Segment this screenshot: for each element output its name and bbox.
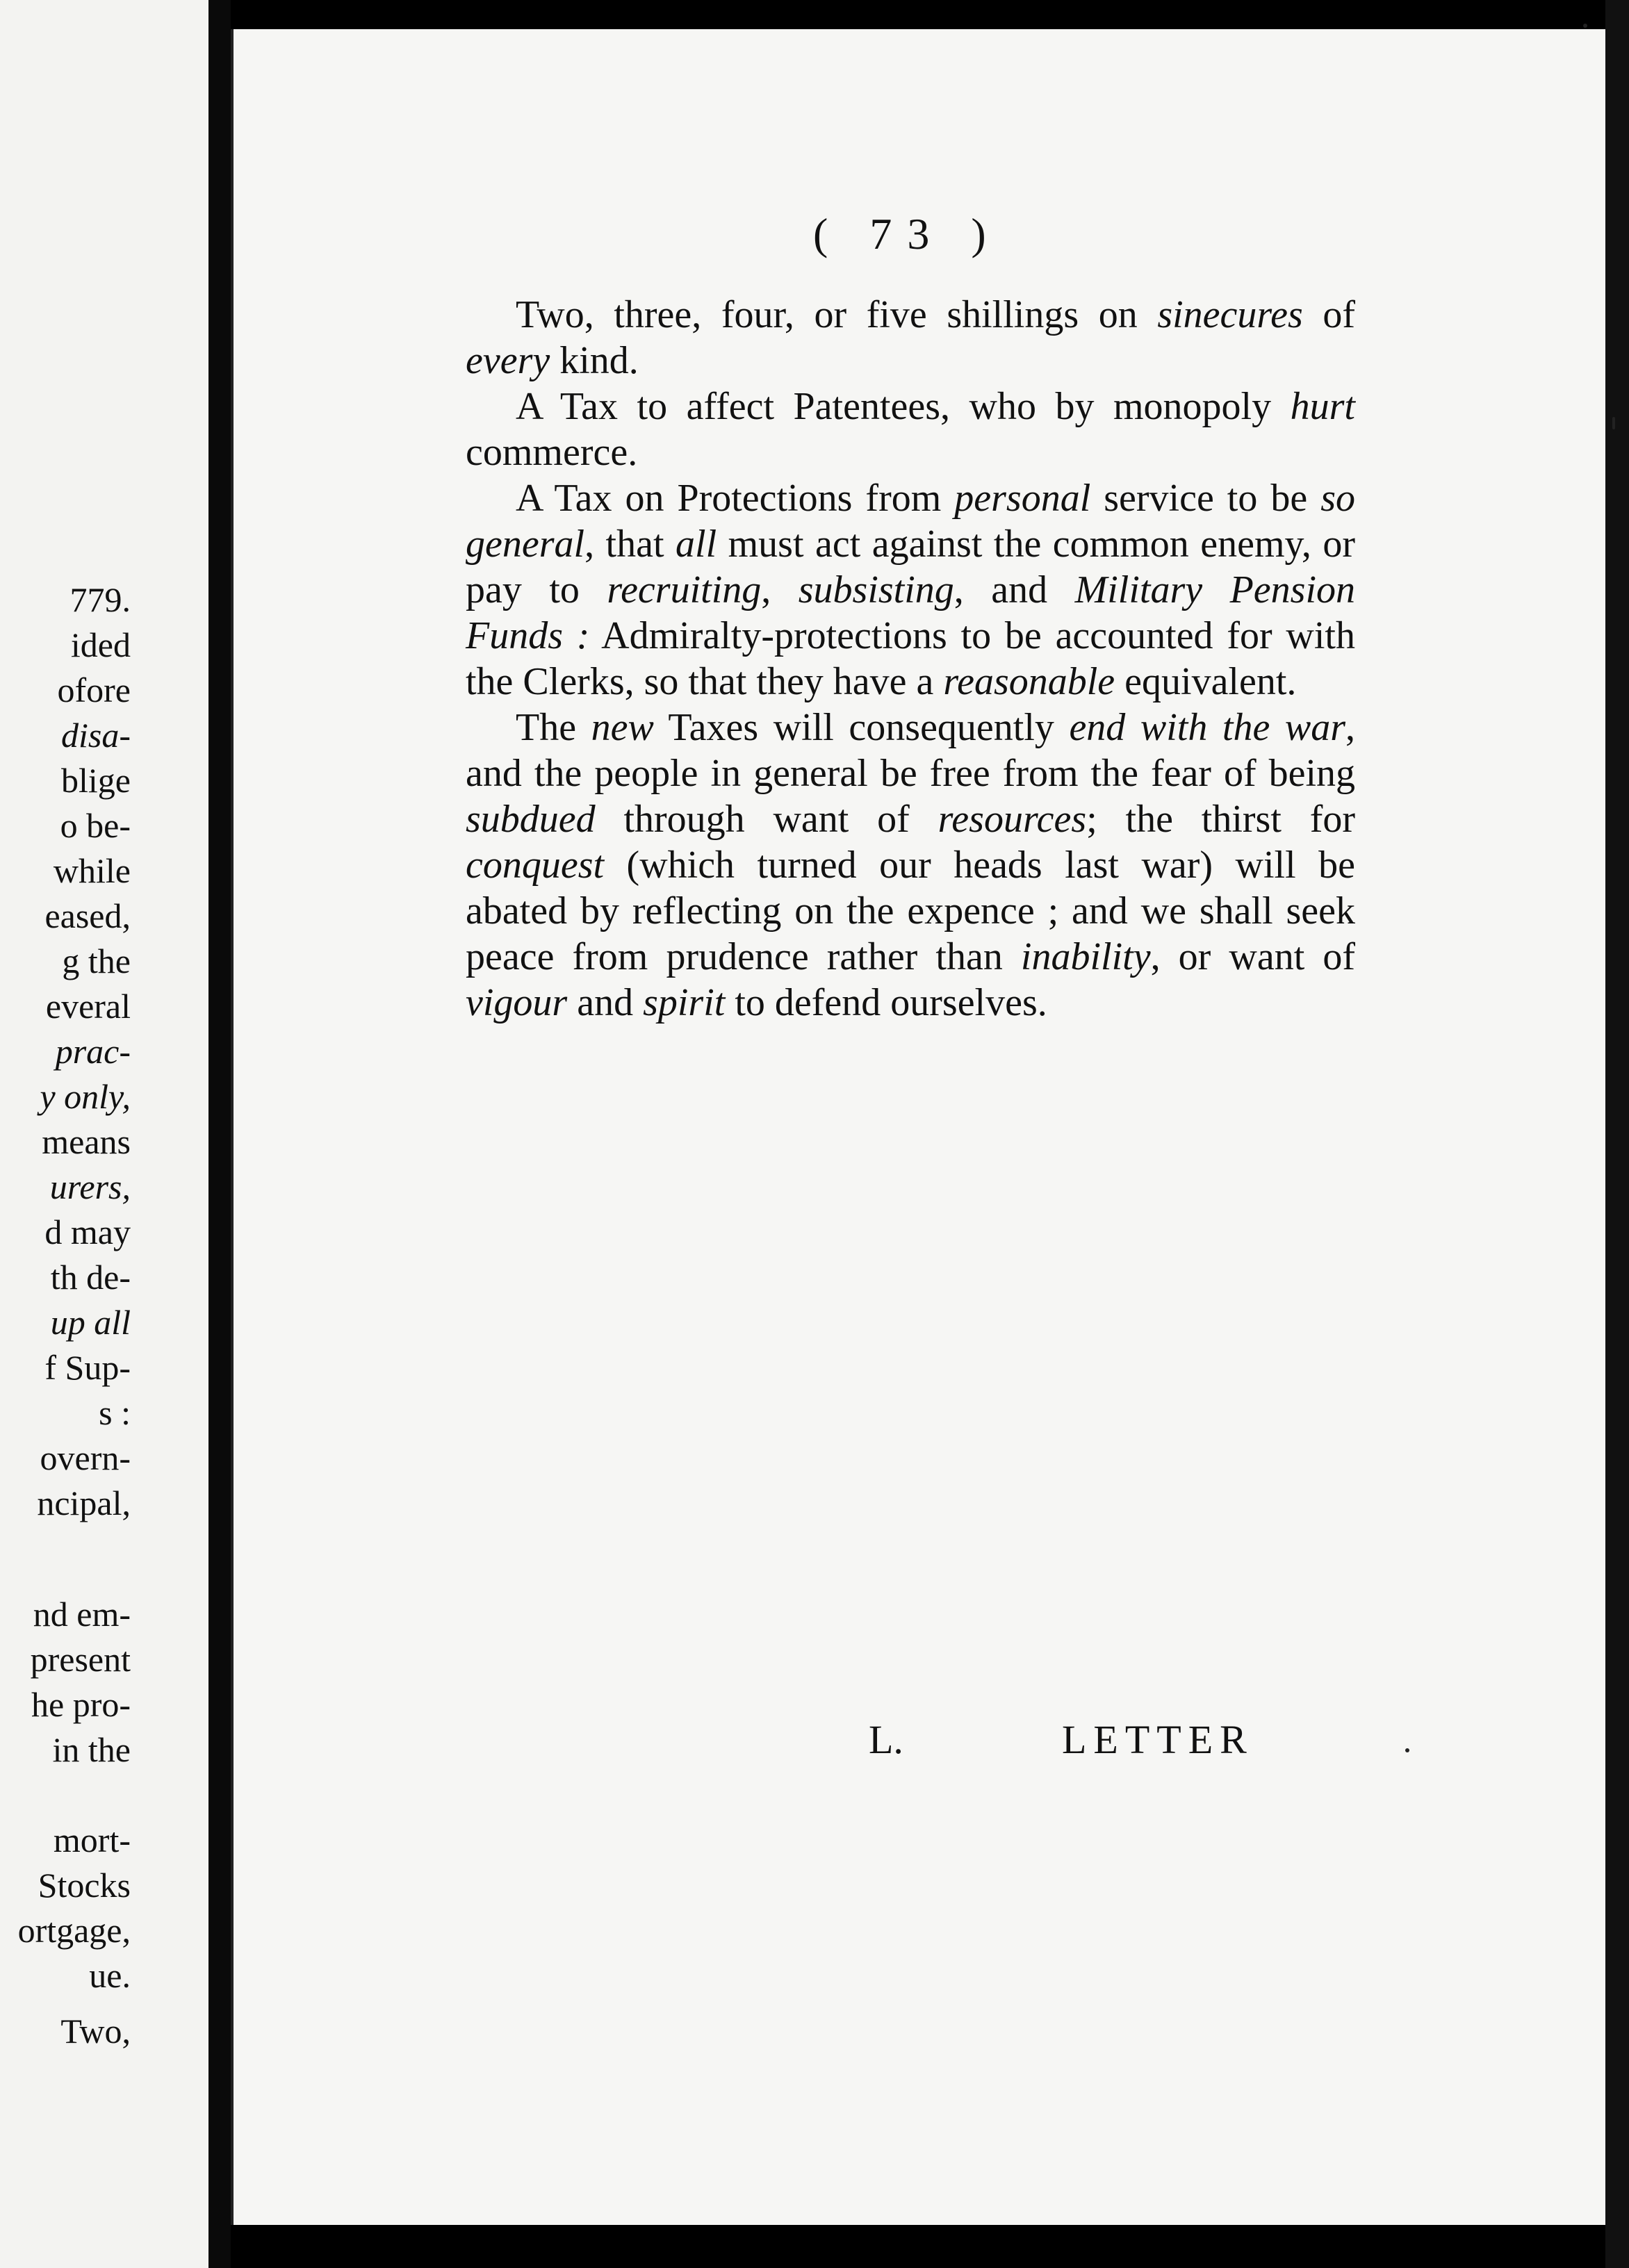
book-gutter [208,0,231,2268]
italic-text-run: subsisting [798,568,954,611]
facing-page-line: present [30,1640,131,1679]
text-run: Taxes will consequently [653,706,1070,749]
facing-page-line: ofore [57,671,131,709]
italic-text-run: hurt [1290,385,1355,428]
facing-page-left [0,0,208,2268]
text-run: must act against the common enemy, or pay to [466,523,1355,611]
text-run: , that [584,523,676,566]
facing-page-line: Stocks [38,1866,131,1905]
page-edge [1605,0,1629,2268]
facing-page-line: everal [45,987,131,1026]
italic-text-run: every [466,339,550,382]
facing-page-line: d may [44,1213,131,1251]
italic-text-run: new [591,706,654,749]
italic-text-run: reasonable [943,660,1115,703]
text-run: equivalent. [1115,660,1297,703]
facing-page-line: o be- [60,806,131,845]
facing-page-line: ue. [89,1956,131,1995]
italic-text-run: subdued [466,798,596,841]
text-run: , or want of [1150,935,1355,978]
ink-speck [1583,24,1587,28]
italic-text-run: recruiting [607,568,762,611]
body-paragraph [466,705,1355,1026]
italic-text-run: sinecures [1157,293,1303,336]
facing-page-line: means [42,1122,131,1161]
facing-page-line: Two, [60,2012,131,2051]
text-run: commerce. [466,431,638,474]
italic-text-run: inability [1020,935,1151,978]
italic-text-run: all [676,523,717,566]
ink-speck [1612,417,1615,429]
italic-text-run: resources [938,798,1087,841]
facing-page-line: eased, [44,896,131,935]
text-run: Two, three, four, or five shillings on [516,293,1158,336]
facing-page-line: g the [62,942,131,980]
facing-page-line: th de- [50,1258,131,1297]
italic-text-run: end with the war [1069,706,1345,749]
page-number: ( 73 ) [813,209,1001,258]
text-run: ; the thirst for [1086,798,1355,841]
signature-mark: L. [869,1717,903,1762]
text-run: , and [953,568,1075,611]
italic-text-run: conquest [466,844,605,887]
text-run: kind. [550,339,639,382]
text-run: , and the people in general be free from the fear of being [466,706,1355,795]
text-run: The [516,706,591,749]
body-paragraph [466,292,1355,384]
facing-page-line: nd em- [33,1595,131,1634]
italic-text-run: so general [466,477,1355,566]
italic-text-run: vigour [466,981,568,1024]
facing-page-line: disa- [61,716,131,755]
facing-page-line: prac- [55,1032,131,1071]
text-run: A Tax to affect Patentees, who by monopoly [516,385,1291,428]
facing-page-line: ided [70,625,131,664]
body-paragraph [466,475,1355,705]
facing-page-line: in the [52,1730,131,1769]
page-body-text [466,292,1355,1026]
body-paragraph [466,384,1355,475]
text-run: , [761,568,799,611]
text-run: Admiralty-protections to be accounted for with the Clerks, so that they have a [466,614,1355,703]
facing-page-line: he pro- [31,1685,131,1724]
text-run: to defend ourselves. [725,981,1047,1024]
italic-text-run: personal [954,477,1091,520]
facing-page-line: ncipal, [37,1484,131,1522]
text-run: service to be [1090,477,1321,520]
italic-text-run: spirit [643,981,726,1024]
facing-page-line: urers, [49,1167,131,1206]
catchword: LETTER [1062,1717,1254,1762]
ink-speck [1405,1748,1409,1752]
text-run: A Tax on Protections from [516,477,955,520]
facing-page-line: s : [99,1393,131,1432]
facing-page-line: ortgage, [17,1911,131,1950]
text-run: of [1302,293,1355,336]
facing-page-line: 779. [69,580,131,619]
facing-page-line: while [53,851,131,890]
text-run: (which turned our heads last war) will be abated by reflecting on the expence ; and we shall seek peace from prudence rather than [466,844,1355,978]
text-run: and [567,981,644,1024]
text-run: through want of [595,798,938,841]
facing-page-line: up all [50,1303,131,1342]
facing-page-line: mort- [53,1821,131,1859]
facing-page-line: overn- [40,1438,131,1477]
facing-page-line: f Sup- [44,1348,131,1387]
italic-text-run: Military Pension Funds : [466,568,1356,657]
facing-page-line: y only, [40,1077,131,1116]
facing-page-line: blige [61,761,131,800]
